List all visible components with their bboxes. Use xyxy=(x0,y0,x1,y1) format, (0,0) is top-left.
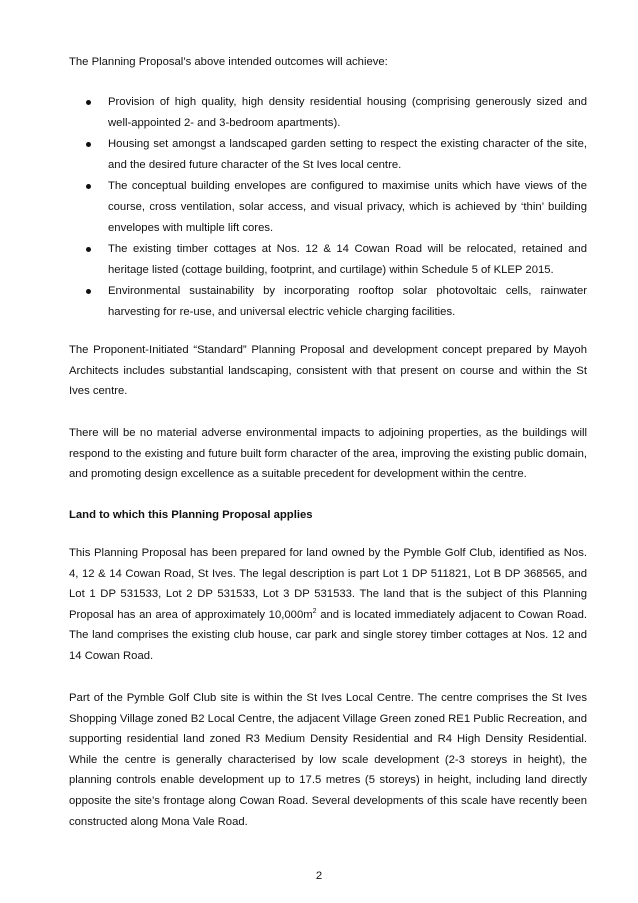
list-item-text: Housing set amongst a landscaped garden setting to respect the existing character of the site, and the desired future character of the St Ives local centre. xyxy=(108,138,587,171)
list-item-text: Environmental sustainability by incorporating rooftop solar photovoltaic cells, rainwater harvesting for re-use, and universal electric vehicle charging facilities. xyxy=(108,285,587,318)
land-text-before: This Planning Proposal has been prepared for land owned by the Pymble Golf Club, identified as Nos. 4, 12 & 14 Cowan Road, St Ives. The legal description is part Lot 1 DP 511821, Lot B DP 368565, and Lot 1 DP 531533, Lot 2 DP 531533, Lot 3 DP 531533. The land that is the subject of this Planning Proposal has an area of approximately 10,000m xyxy=(69,547,587,621)
bullet-icon xyxy=(86,289,91,294)
list-item-text: The conceptual building envelopes are configured to maximise units which have views of the course, cross ventilation, solar access, and visual privacy, which is achieved by ‘thin’ building envelopes with multiple lift cores. xyxy=(108,180,587,234)
bullet-icon xyxy=(86,100,91,105)
list-item-text: Provision of high quality, high density residential housing (comprising generously sized and well-appointed 2- and 3-bedroom apartments). xyxy=(108,96,587,129)
bullet-icon xyxy=(86,184,91,189)
list-item xyxy=(69,92,587,133)
superscript-2: 2 xyxy=(312,608,317,616)
land-text-after: and is located immediately adjacent to Cowan Road. The land comprises the existing club house, car park and single storey timber cottages at Nos. 12 and 14 Cowan Road. xyxy=(69,608,587,662)
local-centre-paragraph: Part of the Pymble Golf Club site is within the St Ives Local Centre. The centre comprises the St Ives Shopping Village zoned B2 Local Centre, the adjacent Village Green zoned RE1 Public Recreation, and supporting residential land zoned R3 Medium Density Residential and R4 High Density Residential. While the centre is generally characterised by low scale development (2-3 storeys in height), the planning controls enable development up to 17.5 metres (5 storeys) in height, including land directly opposite the site’s frontage along Cowan Road. Several developments of this scale have recently been constructed along Mona Vale Road. xyxy=(69,692,587,828)
bullet-icon xyxy=(86,142,91,147)
page-number: 2 xyxy=(315,870,323,882)
bullet-icon xyxy=(86,247,91,252)
landscaping-paragraph: The Proponent-Initiated “Standard” Planning Proposal and development concept prepared by Mayoh Architects includes substantial landscaping, consistent with that present on course and within the St Ives centre. xyxy=(69,344,587,398)
list-item-text: The existing timber cottages at Nos. 12 & 14 Cowan Road will be relocated, retained and heritage listed (cottage building, footprint, and curtilage) within Schedule 5 of KLEP 2015. xyxy=(108,243,587,276)
list-item xyxy=(69,134,587,175)
intro-paragraph: The Planning Proposal’s above intended outcomes will achieve: xyxy=(69,56,388,68)
land-description-paragraph xyxy=(69,543,587,667)
outcomes-list xyxy=(69,92,587,324)
section-heading: Land to which this Planning Proposal applies xyxy=(69,509,313,521)
list-item xyxy=(69,239,587,280)
list-item xyxy=(69,176,587,238)
impacts-paragraph: There will be no material adverse environmental impacts to adjoining properties, as the buildings will respond to the existing and future built form character of the area, improving the existing public domain, and promoting design excellence as a suitable precedent for development within the centre. xyxy=(69,427,587,481)
list-item xyxy=(69,281,587,322)
